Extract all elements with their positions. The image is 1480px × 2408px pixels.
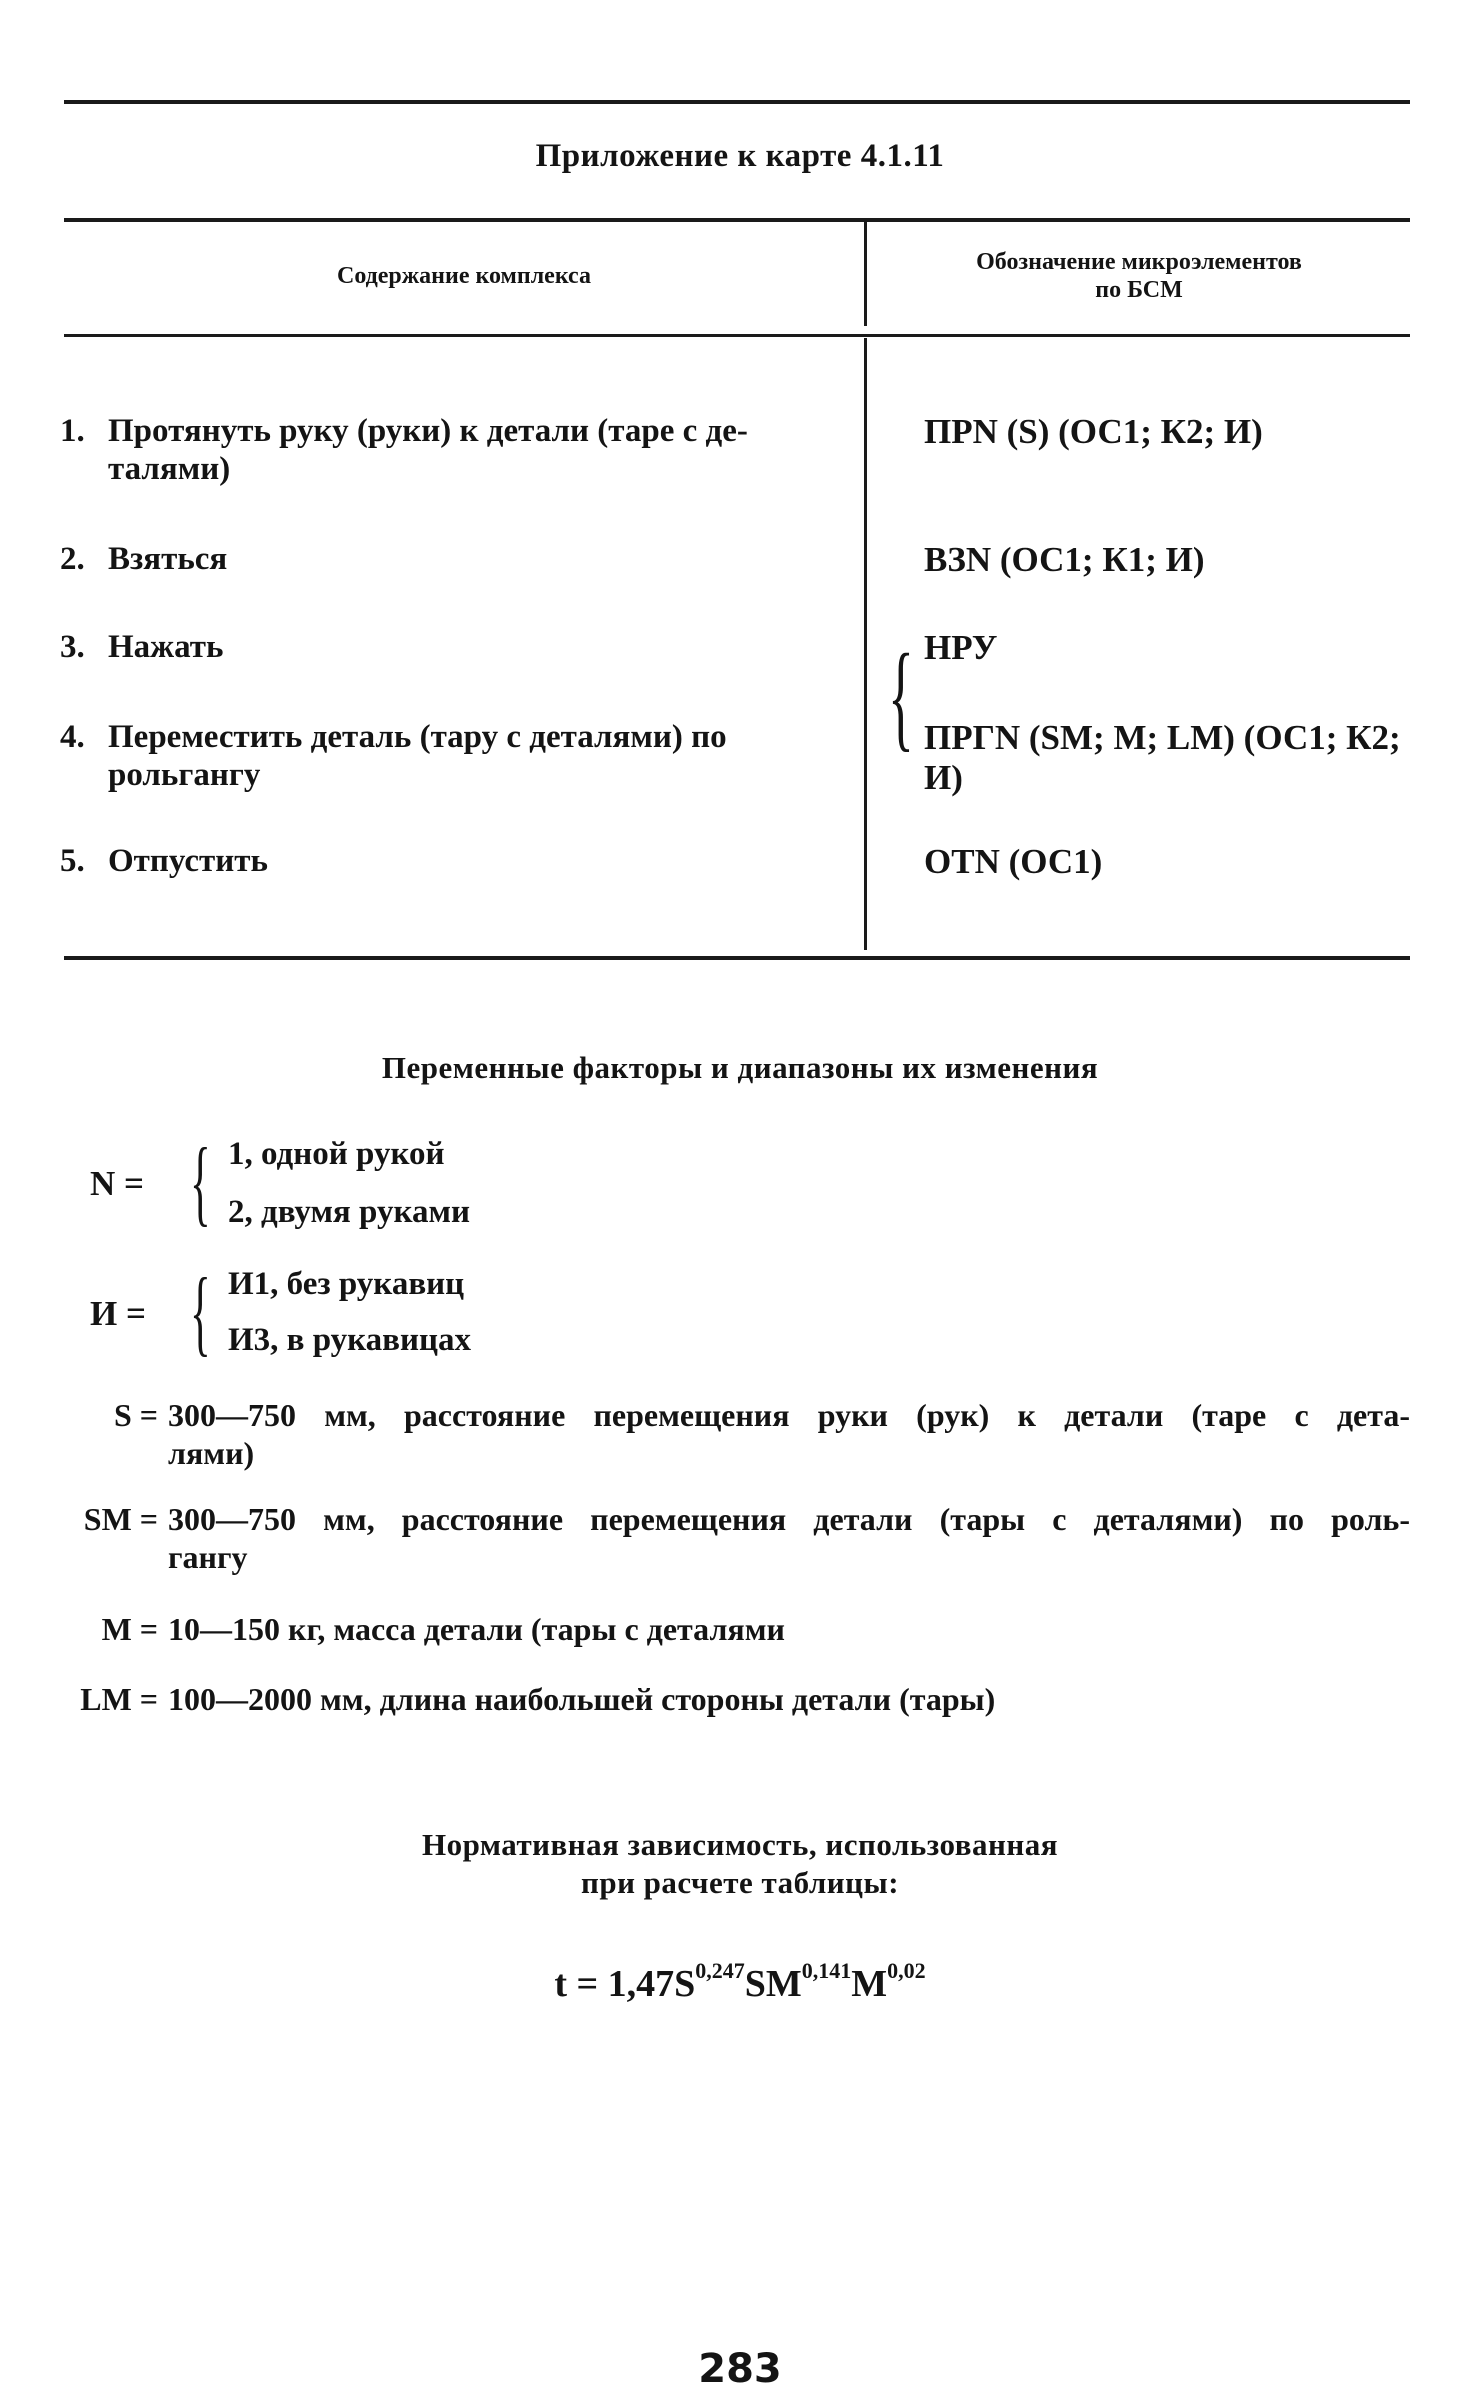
norm-formula — [0, 1958, 1480, 2006]
factor-def-S — [113, 1396, 1410, 1472]
row-text-line1: Взяться — [108, 541, 228, 577]
row-code: ПРN (S) (ОС1; К2; И) — [924, 412, 1263, 451]
header-divider — [864, 222, 867, 326]
def-text-line1: 300—750 мм, расстояние перемещения руки (рук) к детали (таре с дета- — [168, 1397, 1410, 1433]
def-text-line1: 10—150 кг, масса детали (тары с деталями — [168, 1611, 785, 1647]
top-rule — [64, 100, 1410, 104]
row-code-line2: И) — [924, 758, 963, 797]
table-row — [60, 540, 840, 578]
brace-I: { — [190, 1258, 211, 1365]
row-code — [924, 718, 1401, 798]
factor-I-option: И3, в рукавицах — [228, 1322, 472, 1358]
formula-sm-exp: 0,141 — [801, 1958, 852, 1983]
row-number: 1. — [60, 413, 85, 449]
row-number: 3. — [60, 629, 85, 665]
row-code-line1: ПРГN (SM; M; LM) (ОС1; К2; — [924, 718, 1401, 757]
row-text-line1: Переместить деталь (тару с деталями) по — [108, 719, 727, 755]
factor-def-M — [101, 1610, 1410, 1648]
def-symbol: M = — [101, 1611, 158, 1647]
factor-N-symbol: N = — [90, 1164, 144, 1203]
row-code: ВЗN (ОС1; К1; И) — [924, 540, 1205, 579]
table-row — [60, 842, 840, 880]
formula-sm: SM — [744, 1963, 802, 2005]
body-divider — [864, 338, 867, 950]
col2-header-line2: по БСМ — [1095, 277, 1183, 303]
row-text-line2: рольгангу — [108, 757, 261, 793]
def-text-line2: лями) — [168, 1435, 255, 1471]
brace-N: { — [190, 1128, 211, 1235]
table-row — [60, 412, 840, 488]
row-text-line1: Нажать — [108, 629, 224, 665]
def-symbol: S = — [113, 1397, 158, 1433]
col1-header: Содержание комплекса — [336, 263, 591, 289]
def-text-line2: гангу — [168, 1539, 248, 1575]
norm-title-line2: при расчете таблицы: — [580, 1865, 900, 1900]
factors-title: Переменные факторы и диапазоны их изменения — [381, 1050, 1099, 1085]
norm-title-line1: Нормативная зависимость, использованная — [421, 1827, 1059, 1862]
norm-title — [0, 1826, 1480, 1902]
formula-m-exp: 0,02 — [887, 1958, 926, 1983]
factor-N-option: 2, двумя руками — [228, 1194, 470, 1230]
row-text-line1: Отпустить — [108, 843, 268, 879]
factor-def-LM — [80, 1680, 1410, 1718]
appendix-title: Приложение к карте 4.1.11 — [535, 138, 945, 174]
row-text-line2: талями) — [108, 451, 231, 487]
table-row — [60, 718, 840, 794]
factor-N-option: 1, одной рукой — [228, 1136, 445, 1172]
page-number: 283 — [698, 2346, 782, 2392]
formula-s: S — [674, 1963, 696, 2005]
def-symbol: LM = — [80, 1681, 158, 1717]
formula-lhs: t = 1,47 — [554, 1963, 675, 2005]
col2-header-line1: Обозначение микроэлементов — [976, 249, 1302, 275]
def-symbol: SM = — [83, 1501, 158, 1537]
row-code: OTN (ОС1) — [924, 842, 1103, 881]
def-text-line1: 300—750 мм, расстояние перемещения детали (тары с деталями) по роль- — [168, 1501, 1410, 1537]
table-top-rule — [64, 218, 1410, 222]
row-text-line1: Протянуть руку (руки) к детали (таре с де- — [108, 413, 748, 449]
row-number: 5. — [60, 843, 85, 879]
factor-I-option: И1, без рукавиц — [228, 1266, 465, 1302]
col2-header — [868, 248, 1410, 304]
formula-s-exp: 0,247 — [695, 1958, 745, 1983]
factor-I-symbol: И = — [90, 1294, 146, 1333]
row-code: НРУ — [924, 628, 998, 667]
left-brace: { — [888, 629, 914, 762]
table-row — [60, 628, 840, 666]
table-bottom-rule — [64, 956, 1410, 960]
row-number: 2. — [60, 541, 85, 577]
formula-m: M — [851, 1963, 888, 2005]
def-text-line1: 100—2000 мм, длина наибольшей стороны детали (тары) — [168, 1681, 996, 1717]
row-number: 4. — [60, 719, 85, 755]
factor-def-SM — [83, 1500, 1410, 1576]
header-rule — [64, 334, 1410, 337]
